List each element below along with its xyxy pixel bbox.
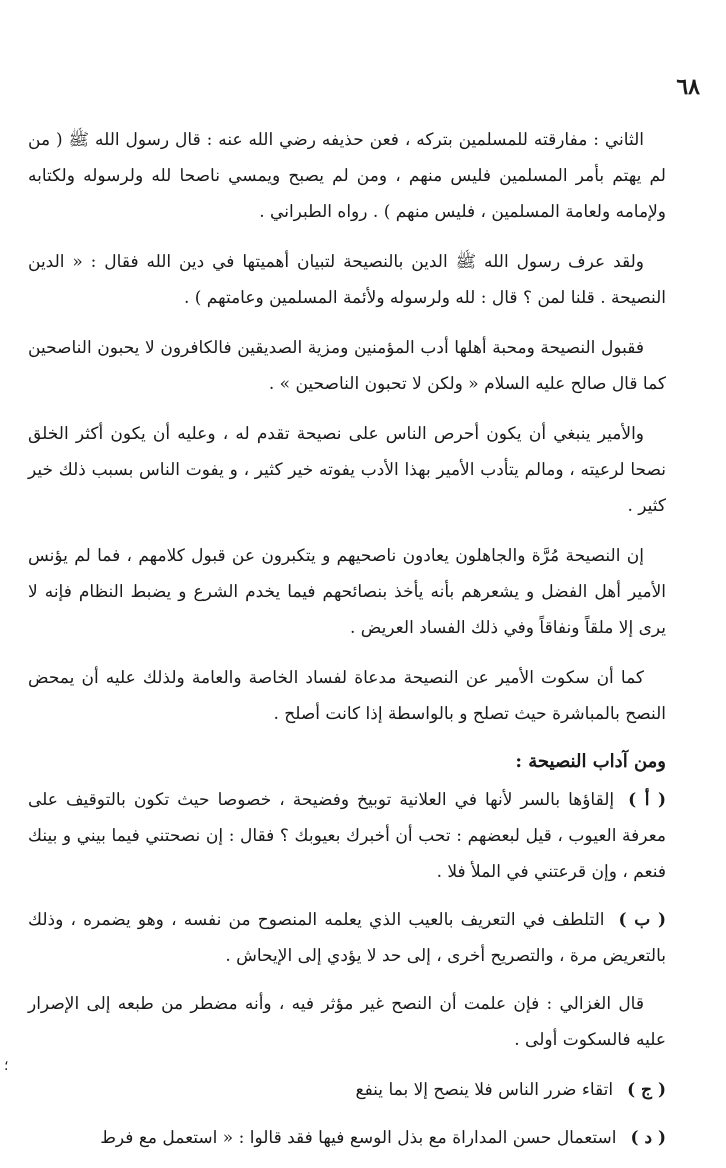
paragraph-religion-advice: ولقد عرف رسول الله ﷺ الدين بالنصيحة لتبيان أهميتها في دين الله فقال : « الدين النصيحة . قلنا لمن ؟ قال : لله ولرسوله ولأئمة المسلمين وعامتهم ) . [28,252,666,308]
list-item [28,1072,666,1108]
item-text: إلقاؤها بالسر لأنها في العلانية توبيخ وفضيحة ، خصوصا حيث تكون بالتوقيف على معرفة العيوب ، قيل لبعضهم : تحب أن أخبرك بعيوبك ؟ فقال : إن نصحتني فيما بيني و بينك فنعم ، وإن قرعتني في الملأ فلا . [28,790,666,882]
item-marker: ( أ ) [628,790,666,810]
paragraph-silence: كما أن سكوت الأمير عن النصيحة مدعاة لفساد الخاصة والعامة ولذلك عليه أن يمحض النصح بالمباشرة حيث تصلح و بالواسطة إذا كانت أصلح . [28,668,666,724]
paragraph-second-point: الثاني : مفارقته للمسلمين بتركه ، فعن حذيفه رضي الله عنه : قال رسول الله ﷺ ( من لم يهتم بأمر المسلمين فليس منهم ، ومن لم يصبح ويمسي ناصحا لله ولرسوله ولكتابه ولإمامه ولعامة المسلمين ، فليس منهم ) . رواه الطبراني . [28,130,666,222]
page-number: ٦٨ [676,74,700,100]
item-marker: ( ب ) [618,910,667,930]
margin-mark: ؛ [4,1058,9,1074]
item-text: اتقاء ضرر الناس فلا ينصح إلا بما ينفع [355,1080,614,1100]
page-content [28,122,666,1168]
section-heading: ومن آداب النصيحة : [515,751,666,772]
item-marker: ( ج ) [627,1080,666,1100]
list-item [28,782,666,890]
paragraph-accepting-advice: فقبول النصيحة ومحبة أهلها أدب المؤمنين ومزية الصديقين فالكافرون لا يحبون الناصحين كما قال صالح عليه السلام « ولكن لا تحبون الناصحين » . [28,338,666,394]
paragraph-ghazali-quote: قال الغزالي : فإن علمت أن النصح غير مؤثر فيه ، وأنه مضطر من طبعه إلى الإصرار عليه فالسكوت أولى . [28,994,666,1050]
list-item [28,902,666,974]
item-text: التلطف في التعريف بالعيب الذي يعلمه المنصوح من نفسه ، وهو يضمره ، وذلك بالتعريض مرة ، والتصريح أخرى ، إلى حد لا يؤدي إلى الإيحاش . [28,910,666,966]
item-marker: ( د ) [630,1128,666,1148]
list-item [28,1120,666,1156]
item-text: استعمال حسن المداراة مع بذل الوسع فيها فقد قالوا : « استعمل مع فرط [100,1128,617,1148]
paragraph-bitter-advice: إن النصيحة مُرَّة والجاهلون يعادون ناصحيهم و يتكبرون عن قبول كلامهم ، فما لم يؤنس الأمير أهل الفضل و يشعرهم بأنه يأخذ بنصائحهم فيما يخدم الشرع و يضبط النظام فإنه لا يرى إلا ملقاً ونفاقاً وفي ذلك الفساد العريض . [28,546,666,638]
paragraph-ruler: والأمير ينبغي أن يكون أحرص الناس على نصيحة تقدم له ، وعليه أن يكون أكثر الخلق نصحا لرعيته ، ومالم يتأدب الأمير بهذا الأدب يفوته خير كثير ، و يفوت الناس بسبب ذلك خير كثير . [28,424,666,516]
